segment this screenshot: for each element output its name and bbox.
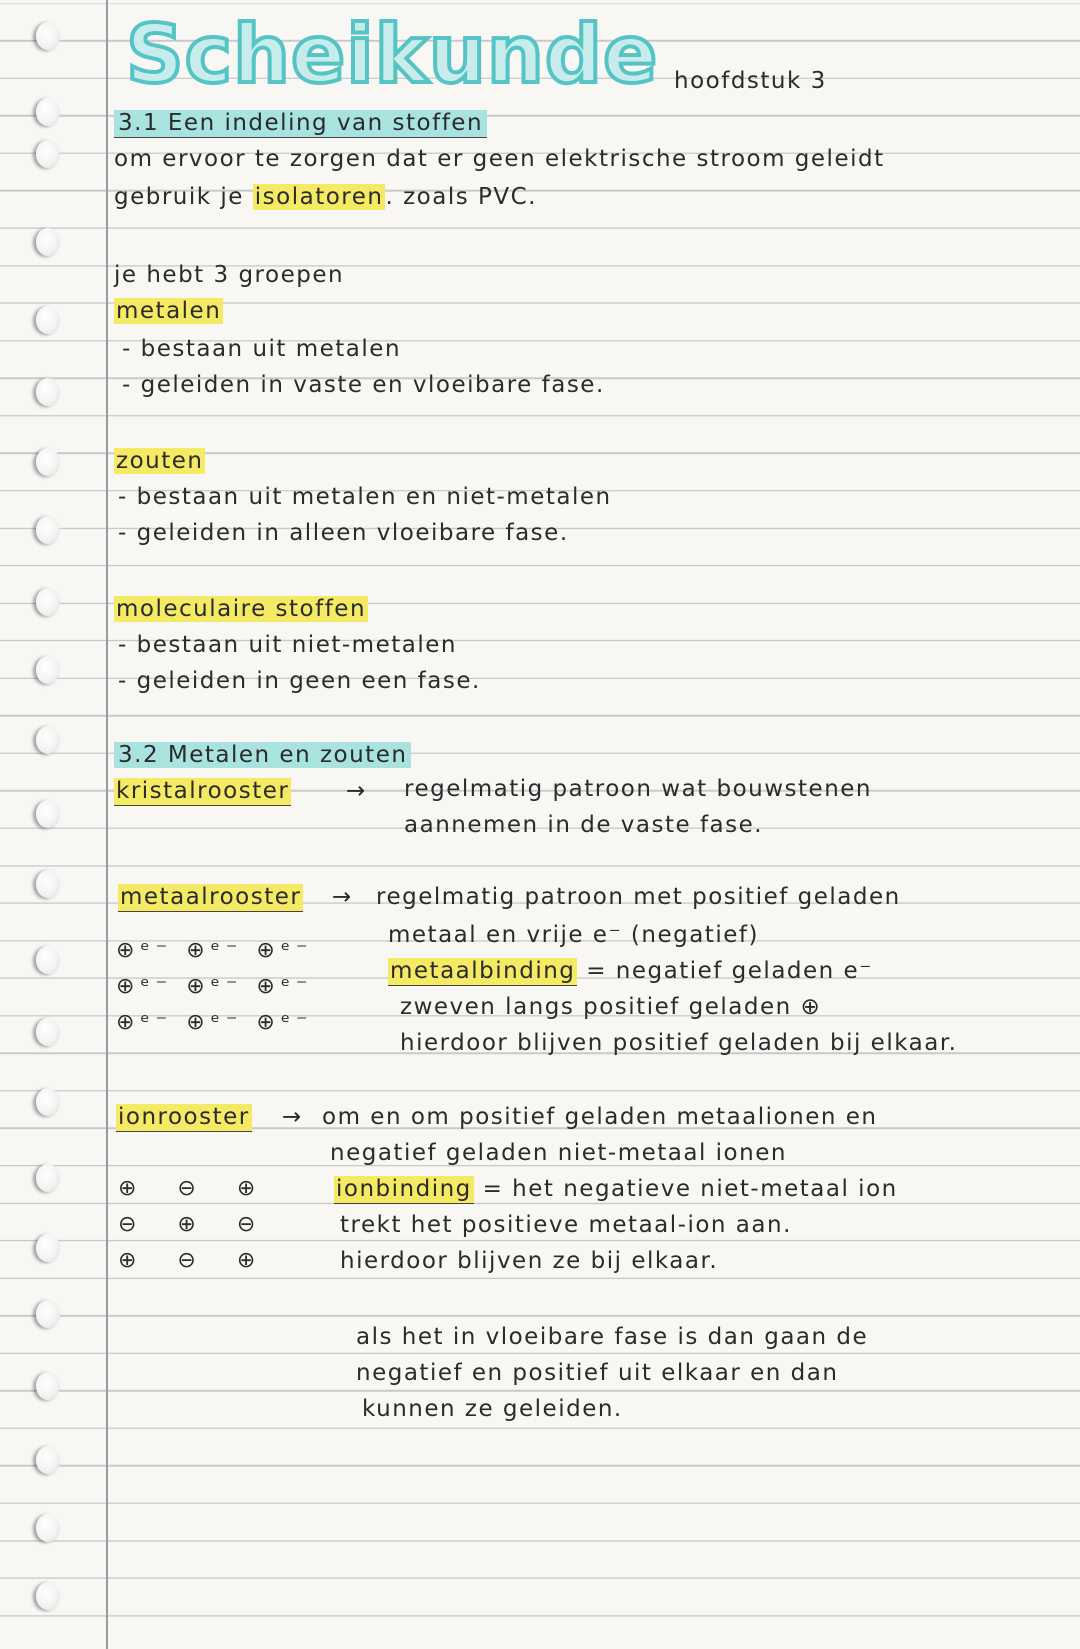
ionrooster-def-1: om en om positief geladen metaalionen en — [322, 1104, 878, 1130]
section-heading-3-2 — [114, 742, 411, 768]
kristalrooster-def-1: regelmatig patroon wat bouwstenen — [404, 776, 873, 802]
kristalrooster-def-2: aannemen in de vaste fase. — [404, 812, 764, 838]
group-title-zouten-text: zouten — [116, 448, 204, 474]
intro-line-2 — [114, 184, 537, 210]
ionrooster-grid-row-3: ⊕ ⊖ ⊕ — [118, 1248, 256, 1273]
page-title: Scheikunde — [126, 8, 659, 101]
metaalrooster-term-text: metaalrooster — [120, 884, 302, 910]
metaalrooster-term — [118, 884, 303, 910]
ionbinding-term: ionbinding — [336, 1176, 472, 1202]
metaalrooster-arrow: → — [332, 884, 353, 910]
moleculair-bullet-1: - bestaan uit niet-metalen — [118, 632, 457, 658]
intro-line-2-post: . zoals PVC. — [385, 184, 537, 210]
binder-hole-icon — [36, 1164, 60, 1192]
kristalrooster-term-text: kristalrooster — [116, 778, 290, 804]
ionrooster-def-4: trekt het positieve metaal-ion aan. — [340, 1212, 792, 1238]
ionbinding-line — [334, 1176, 898, 1202]
ionrooster-arrow: → — [282, 1104, 303, 1130]
metaalrooster-grid-row-3: ⊕ᵉ⁻ ⊕ᵉ⁻ ⊕ᵉ⁻ — [116, 1010, 314, 1035]
group-title-moleculaire-stoffen-text: moleculaire stoffen — [116, 596, 367, 622]
metaalbinding-def: = negatief geladen e⁻ — [577, 958, 873, 984]
binder-hole-icon — [36, 1514, 60, 1542]
chapter-label: hoofdstuk 3 — [674, 68, 827, 94]
binder-hole-icon — [36, 306, 60, 334]
metaalrooster-def-5: hierdoor blijven positief geladen bij elkaar. — [400, 1030, 958, 1056]
binder-hole-icon — [36, 1372, 60, 1400]
binder-hole-icon — [36, 378, 60, 406]
metaalrooster-grid-row-2: ⊕ᵉ⁻ ⊕ᵉ⁻ ⊕ᵉ⁻ — [116, 974, 314, 999]
section-heading-3-1-text: 3.1 Een indeling van stoffen — [114, 110, 487, 138]
binder-hole-icon — [36, 800, 60, 828]
binder-hole-icon — [36, 516, 60, 544]
binder-hole-icon — [36, 448, 60, 476]
ionrooster-term — [116, 1104, 252, 1130]
ionrooster-term-text: ionrooster — [118, 1104, 250, 1130]
metaalrooster-def-2: metaal en vrije e⁻ (negatief) — [388, 922, 759, 948]
group-title-metalen-text: metalen — [116, 298, 222, 324]
metaalrooster-def-4: zweven langs positief geladen ⊕ — [400, 994, 822, 1020]
zouten-bullet-2: - geleiden in alleen vloeibare fase. — [118, 520, 569, 546]
metaalbinding-line — [388, 958, 873, 984]
note-line-2: negatief en positief uit elkaar en dan — [356, 1360, 839, 1386]
ionrooster-grid-row-2: ⊖ ⊕ ⊖ — [118, 1212, 256, 1237]
zouten-bullet-1: - bestaan uit metalen en niet-metalen — [118, 484, 612, 510]
binder-hole-icon — [36, 22, 60, 50]
groups-intro: je hebt 3 groepen — [114, 262, 345, 288]
binder-hole-icon — [36, 726, 60, 754]
binder-hole-icon — [36, 1234, 60, 1262]
kristalrooster-term — [114, 778, 291, 804]
intro-line-1: om ervoor te zorgen dat er geen elektrische stroom geleidt — [114, 146, 885, 172]
ionrooster-grid-row-1: ⊕ ⊖ ⊕ — [118, 1176, 256, 1201]
metaalrooster-def-1: regelmatig patroon met positief geladen — [376, 884, 901, 910]
binder-hole-icon — [36, 1300, 60, 1328]
ionbinding-def: = het negatieve niet-metaal ion — [473, 1176, 898, 1202]
binder-hole-icon — [36, 98, 60, 126]
moleculair-bullet-2: - geleiden in geen een fase. — [118, 668, 481, 694]
ionrooster-def-2: negatief geladen niet-metaal ionen — [330, 1140, 787, 1166]
metaalbinding-term: metaalbinding — [390, 958, 576, 984]
ionrooster-def-5: hierdoor blijven ze bij elkaar. — [340, 1248, 719, 1274]
binder-hole-icon — [36, 140, 60, 168]
note-line-3: kunnen ze geleiden. — [362, 1396, 623, 1422]
group-title-moleculaire-stoffen — [114, 596, 368, 622]
binder-hole-icon — [36, 588, 60, 616]
binder-hole-icon — [36, 656, 60, 684]
note-line-1: als het in vloeibare fase is dan gaan de — [356, 1324, 869, 1350]
binder-hole-icon — [36, 1088, 60, 1116]
section-heading-3-1 — [114, 110, 487, 136]
metalen-bullet-1: - bestaan uit metalen — [122, 336, 402, 362]
binder-hole-icon — [36, 870, 60, 898]
margin-line — [106, 0, 108, 1649]
term-isolatoren: isolatoren — [254, 184, 384, 210]
binder-hole-icon — [36, 946, 60, 974]
metaalrooster-grid-row-1: ⊕ᵉ⁻ ⊕ᵉ⁻ ⊕ᵉ⁻ — [116, 938, 314, 963]
binder-hole-icon — [36, 1582, 60, 1610]
binder-hole-icon — [36, 228, 60, 256]
group-title-zouten — [114, 448, 205, 474]
section-heading-3-2-text: 3.2 Metalen en zouten — [114, 742, 411, 768]
intro-line-2-pre: gebruik je — [114, 184, 253, 210]
kristalrooster-arrow: → — [346, 778, 367, 804]
metalen-bullet-2: - geleiden in vaste en vloeibare fase. — [122, 372, 605, 398]
binder-hole-icon — [36, 1446, 60, 1474]
group-title-metalen — [114, 298, 223, 324]
binder-hole-icon — [36, 1018, 60, 1046]
